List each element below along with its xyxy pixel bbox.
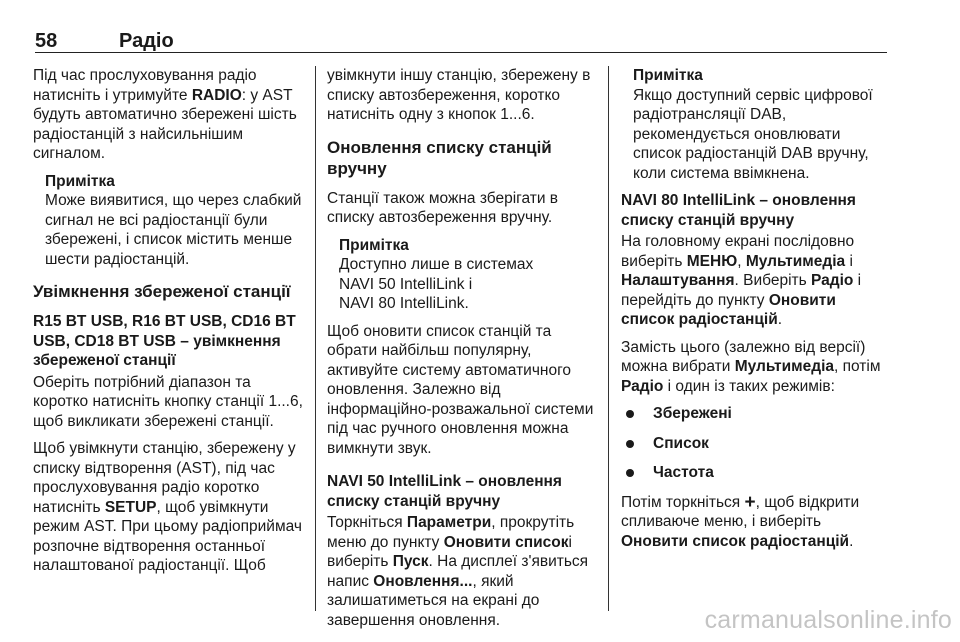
paragraph: На головному екрані послідовно виберіть МЕНЮ, Мультимедіа і Налаштування. Виберіть Радіо і перейдіть до пункту Оновити список радіостанцій.: [621, 233, 862, 328]
page-title: Радіо: [119, 30, 174, 52]
page-number: 58: [35, 30, 58, 52]
paragraph: Під час прослуховування радіо натисніть і утримуйте RADIO: у AST будуть автоматично збережені шість радіостанцій з найсильнішим сигналом.: [33, 67, 297, 162]
note-text: Може виявитися, що через слабкий сигнал не всі радіостанції були збережені, і список містить менше шести радіостанцій.: [45, 192, 302, 268]
column-divider: [315, 66, 316, 611]
note-title: Примітка: [339, 236, 409, 254]
note-title: Примітка: [45, 172, 115, 190]
section-heading: Увімкнення збереженої станції: [33, 282, 291, 301]
page-header: [35, 30, 887, 53]
list-item: Частота: [621, 463, 891, 483]
plus-icon: +: [744, 491, 756, 513]
radio-button-label: RADIO: [191, 86, 242, 104]
subsection-heading: R15 BT USB, R16 BT USB, CD16 BT USB, CD18 BT USB – увімкнення збереженої станції: [33, 313, 296, 369]
note: [45, 172, 308, 270]
bullet-icon: [626, 469, 634, 477]
paragraph: Щоб оновити список станцій та обрати найбільш популярну, активуйте систему автоматичного оновлення. Залежно від інформаційно-розважальної системи під час ручного оновлення можна вимкнути звук.: [327, 322, 594, 457]
column-1: [33, 66, 308, 584]
list-item: Збережені: [621, 404, 891, 424]
subsection-heading: NAVI 80 IntelliLink – оновлення списку станцій вручну: [621, 192, 856, 229]
paragraph: Щоб увімкнути станцію, збережену у списку відтворення (AST), під час прослуховування радіо коротко натисніть SETUP, щоб увімкнути режим AST. При цьому радіоприймач розпочне відтворення останньої налаштованої радіостанції. Щоб: [33, 440, 302, 574]
note: [633, 66, 891, 183]
paragraph: увімкнути іншу станцію, збережену в списку автозбереження, коротко натисніть одну з кнопок 1...6.: [327, 67, 591, 123]
column-3: [621, 66, 891, 559]
paragraph: Замість цього (залежно від версії) можна вибрати Мультимедіа, потім Радіо і один із таких режимів:: [621, 338, 881, 395]
section-heading: Оновлення списку станцій вручну: [327, 137, 552, 178]
list-item: Список: [621, 434, 891, 454]
paragraph: Станції також можна зберігати в списку автозбереження вручну.: [327, 189, 559, 226]
setup-button-label: SETUP: [104, 498, 157, 516]
paragraph: Потім торкніться +, щоб відкрити спливаюче меню, і виберіть Оновити список радіостанцій.: [621, 491, 860, 550]
column-divider: [608, 66, 609, 611]
subsection-heading: NAVI 50 IntelliLink – оновлення списку станцій вручну: [327, 473, 562, 510]
paragraph: Торкніться Параметри, прокрутіть меню до пункту Оновити списокі виберіть Пуск. На дисплеї з'явиться напис Оновлення..., який залишатиметься на екрані до завершення оновлення.: [327, 514, 589, 629]
note: Примітка Доступно лише в системах NAVI 50 IntelliLink і NAVI 80 IntelliLink.: [339, 236, 597, 314]
paragraph: Оберіть потрібний діапазон та коротко натисніть кнопку станції 1...6, щоб викликати збережені станції.: [33, 373, 303, 430]
bullet-icon: [626, 440, 634, 448]
column-2: [327, 66, 597, 638]
bullet-icon: [626, 410, 634, 418]
watermark: carmanualsonline.info: [704, 606, 952, 634]
note-title: Примітка: [633, 67, 703, 84]
mode-list: [621, 404, 891, 483]
note-text: Якщо доступний сервіс цифрової радіотрансляції DAB, рекомендується оновлювати список радіостанцій DAB вручну, коли система ввімкнена.: [633, 86, 873, 182]
